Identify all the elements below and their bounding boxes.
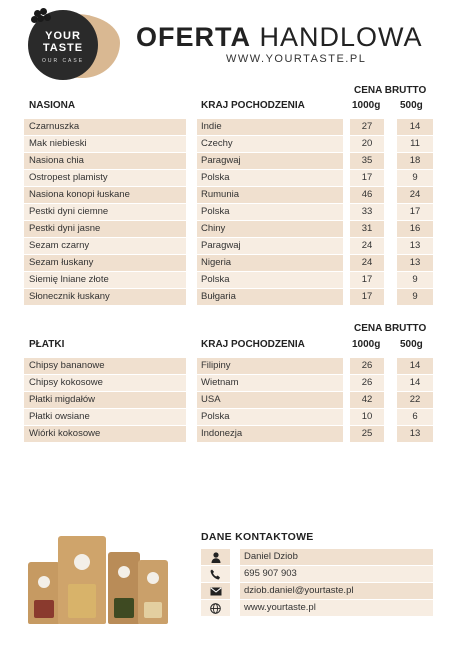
- item-price-500g: 9: [397, 289, 433, 305]
- item-price-1000g: 17: [350, 272, 384, 288]
- person-icon: [201, 549, 230, 565]
- item-name: Nasiona chia: [24, 153, 186, 169]
- item-price-1000g: 46: [350, 187, 384, 203]
- item-price-500g: 11: [397, 136, 433, 152]
- title-bold: OFERTA: [136, 22, 251, 52]
- item-name: Chipsy bananowe: [24, 358, 186, 374]
- item-price-1000g: 24: [350, 255, 384, 271]
- item-price-500g: 18: [397, 153, 433, 169]
- item-name: Pestki dyni ciemne: [24, 204, 186, 220]
- item-name: Ostropest plamisty: [24, 170, 186, 186]
- phone-icon: [201, 566, 230, 582]
- page-title: [136, 22, 423, 53]
- item-price-1000g: 26: [350, 375, 384, 391]
- item-country: Czechy: [197, 136, 343, 152]
- item-country: Bułgaria: [197, 289, 343, 305]
- product-bag: [138, 560, 168, 624]
- item-price-1000g: 27: [350, 119, 384, 135]
- item-price-1000g: 17: [350, 289, 384, 305]
- logo-line-2: TASTE: [42, 42, 84, 54]
- item-price-1000g: 25: [350, 426, 384, 442]
- item-name: Płatki owsiane: [24, 409, 186, 425]
- item-price-500g: 17: [397, 204, 433, 220]
- section1-col-500g: 500g: [400, 100, 423, 111]
- title-thin: HANDLOWA: [259, 22, 423, 52]
- item-country: Paragwaj: [197, 153, 343, 169]
- product-bags-image: [24, 532, 174, 624]
- section2-col-name: PŁATKI: [29, 339, 65, 350]
- section2-price-header: CENA BRUTTO: [354, 323, 427, 334]
- item-country: Polska: [197, 272, 343, 288]
- product-bag: [58, 536, 106, 624]
- section1-col-name: NASIONA: [29, 100, 76, 111]
- item-price-500g: 24: [397, 187, 433, 203]
- item-price-500g: 14: [397, 358, 433, 374]
- item-name: Chipsy kokosowe: [24, 375, 186, 391]
- logo-line-1: YOUR: [45, 30, 81, 42]
- contact-item-text: 695 907 903: [240, 566, 433, 582]
- item-country: Polska: [197, 409, 343, 425]
- item-country: USA: [197, 392, 343, 408]
- product-bag: [28, 562, 60, 624]
- item-country: Rumunia: [197, 187, 343, 203]
- item-price-500g: 9: [397, 170, 433, 186]
- mail-icon: [201, 583, 230, 599]
- item-price-500g: 22: [397, 392, 433, 408]
- website-url: WWW.YOURTASTE.PL: [226, 53, 367, 65]
- item-name: Wiórki kokosowe: [24, 426, 186, 442]
- section2-col-500g: 500g: [400, 339, 423, 350]
- contact-item-text: Daniel Dziob: [240, 549, 433, 565]
- item-country: Polska: [197, 204, 343, 220]
- item-price-1000g: 26: [350, 358, 384, 374]
- item-price-500g: 13: [397, 238, 433, 254]
- brand-logo: [24, 10, 120, 80]
- section1-col-1000g: 1000g: [352, 100, 381, 111]
- item-country: Paragwaj: [197, 238, 343, 254]
- product-bag: [108, 552, 140, 624]
- contact-title: DANE KONTAKTOWE: [201, 531, 314, 543]
- item-name: Pestki dyni jasne: [24, 221, 186, 237]
- item-name: Nasiona konopi łuskane: [24, 187, 186, 203]
- item-country: Nigeria: [197, 255, 343, 271]
- item-price-500g: 13: [397, 426, 433, 442]
- item-name: Mak niebieski: [24, 136, 186, 152]
- item-price-1000g: 42: [350, 392, 384, 408]
- section1-price-header: CENA BRUTTO: [354, 85, 427, 96]
- item-price-1000g: 33: [350, 204, 384, 220]
- item-price-500g: 14: [397, 375, 433, 391]
- item-name: Siemię lniane złote: [24, 272, 186, 288]
- item-name: Płatki migdałów: [24, 392, 186, 408]
- item-price-500g: 6: [397, 409, 433, 425]
- item-price-500g: 9: [397, 272, 433, 288]
- item-price-1000g: 10: [350, 409, 384, 425]
- item-name: Sezam łuskany: [24, 255, 186, 271]
- contact-item-text: dziob.daniel@yourtaste.pl: [240, 583, 433, 599]
- section1-col-country: KRAJ POCHODZENIA: [201, 100, 305, 111]
- item-price-1000g: 31: [350, 221, 384, 237]
- section2-col-country: KRAJ POCHODZENIA: [201, 339, 305, 350]
- item-price-500g: 16: [397, 221, 433, 237]
- globe-icon: [201, 600, 230, 616]
- item-price-1000g: 17: [350, 170, 384, 186]
- item-country: Indie: [197, 119, 343, 135]
- item-country: Chiny: [197, 221, 343, 237]
- item-country: Polska: [197, 170, 343, 186]
- item-price-500g: 14: [397, 119, 433, 135]
- item-price-500g: 13: [397, 255, 433, 271]
- logo-line-3: OUR CASE: [41, 58, 85, 64]
- section2-col-1000g: 1000g: [352, 339, 381, 350]
- item-name: Sezam czarny: [24, 238, 186, 254]
- contact-item-text: www.yourtaste.pl: [240, 600, 433, 616]
- item-name: Słonecznik łuskany: [24, 289, 186, 305]
- item-country: Wietnam: [197, 375, 343, 391]
- item-price-1000g: 35: [350, 153, 384, 169]
- item-country: Indonezja: [197, 426, 343, 442]
- item-country: Filipiny: [197, 358, 343, 374]
- item-price-1000g: 20: [350, 136, 384, 152]
- berries-icon: [26, 8, 56, 26]
- item-price-1000g: 24: [350, 238, 384, 254]
- item-name: Czarnuszka: [24, 119, 186, 135]
